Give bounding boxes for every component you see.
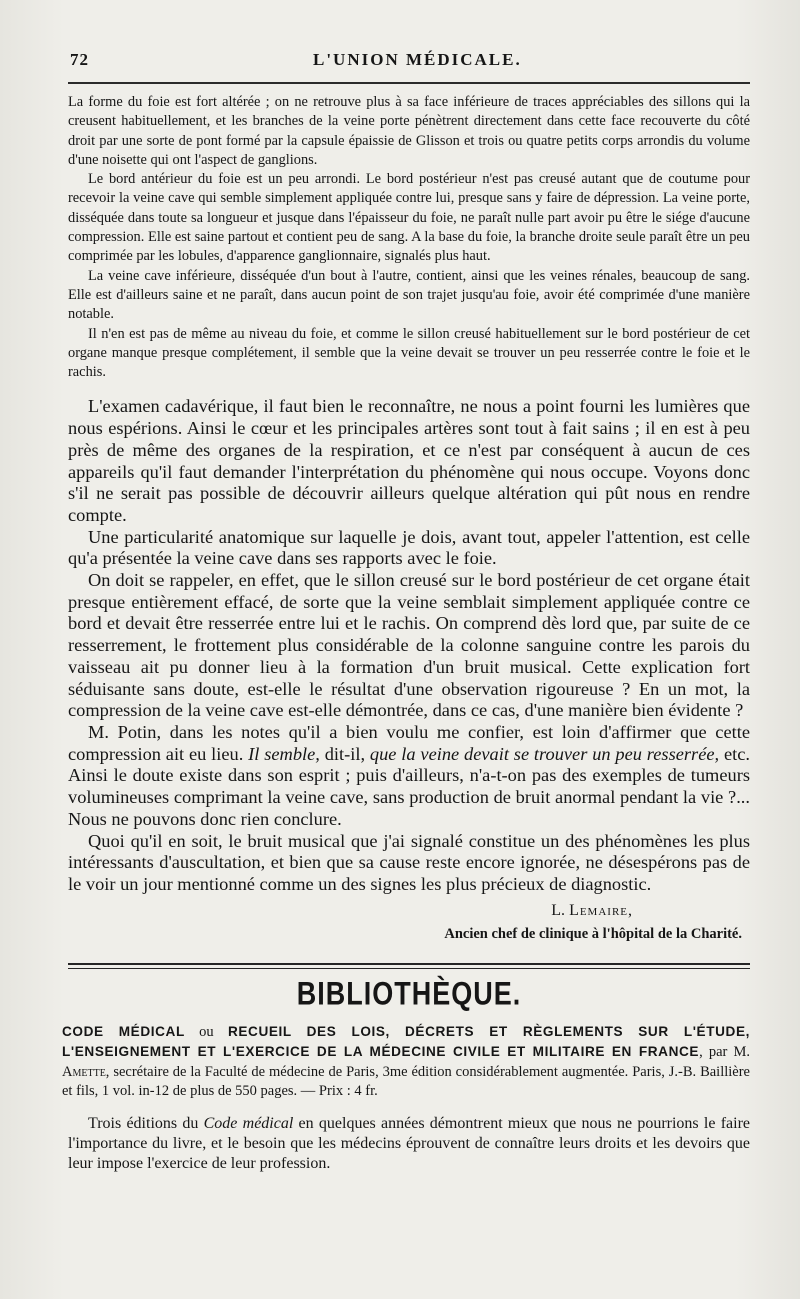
running-head (68, 48, 750, 78)
autopsy-paragraph-compression: Il n'en est pas de même au niveau du foie, et comme le sillon creusé habituellement sur le bord postérieur de cet organe manque presque complétement, il semble que la veine devait se trouver un peu resserrée contre le foie et le rachis. (68, 325, 750, 381)
discussion-paragraph-potin: M. Potin, dans les notes qu'il a bien voulu me confier, est loin d'affirmer que cette compression ait eu lieu. Il semble, dit-il, que la veine devait se trouver un peu resserrée, etc. Ainsi le doute existe dans son esprit ; puis d'ailleurs, n'a-t-on pas des exemples de tumeurs volumineuses comprimant la veine cave, sans production de bruit anormal pendant la vie ?... Nous ne pouvons donc rien conclure. (68, 722, 750, 829)
book-entry: CODE MÉDICAL ou RECUEIL DES LOIS, DÉCRETS ET RÈGLEMENTS SUR L'ÉTUDE, L'ENSEIGNEMENT ET L'EXERCICE DE LA MÉDECINE CIVILE ET MILITAIRE EN FRANCE, par M. Amette, secrétaire de la Faculté de médecine de Paris, 3me édition considérablement augmentée. Paris, J.-B. Baillière et fils, 1 vol. in-12 de plus de 550 pages. — Prix : 4 fr. (62, 1023, 751, 1100)
page-number: 72 (70, 50, 89, 69)
discussion-paragraph-hypothesis: On doit se rappeler, en effet, que le sillon creusé sur le bord postérieur de cet organe était presque entièrement effacé, de sorte que la veine semblait simplement appliquée contre ce bord et devait être resserrée entre lui et le rachis. On comprend dès lord que, par suite de ce resserrement, le frottement plus considérable de la colonne sanguine contre les parois du vaisseau ait pu donner lieu à la formation d'un bruit musical. Cette explication fort séduisante sans doute, est-elle le résultat d'une observation rigoureuse ? En un mot, la compression de la veine cave est-elle démontrée, dans ce cas, d'une manière bien évidente ? (68, 570, 750, 721)
book-title-italic: Code médical (203, 1114, 294, 1132)
autopsy-paragraph-liver-shape: La forme du foie est fort altérée ; on ne retrouve plus à sa face inférieure de traces appréciables des sillons qui la creusent habituellement, et les branches de la veine porte pénètrent directement dans cette face recouverte du côté droit par une sorte de pont formé par la capsule épaissie de Glisson et trois ou quatre petits corps arrondis du volume d'une noisette qui ont l'aspect de ganglions. (68, 94, 750, 168)
autopsy-paragraph-vena-cava: La veine cave inférieure, disséquée d'un bout à l'autre, contient, ainsi que les veines rénales, beaucoup de sang. Elle est d'ailleurs saine et ne paraît, dans aucun point de son trajet jusqu'au foie, avoir été comprimée d'une manière notable. (68, 267, 750, 323)
book-review-paragraph: Trois éditions du Code médical en quelques années démontrent mieux que nous ne pourrions le faire l'importance du livre, et le besoin que les médecins éprouvent de connaître leurs droits et les devoirs que leur impose l'exercice de leur profession. (68, 1114, 751, 1172)
quote-veine-resserree: que la veine devait se trouver un peu resserrée, (369, 743, 720, 764)
discussion-paragraph-anatomy: Une particularité anatomique sur laquelle je dois, avant tout, appeler l'attention, est celle qu'a présentée la veine cave dans ses rapports avec le foie. (68, 526, 750, 569)
quote-il-semble: Il semble, (248, 743, 320, 764)
header-rule (68, 82, 750, 84)
section-heading-bibliotheque: BIBLIOTHÈQUE. (296, 975, 522, 1012)
autopsy-paragraph-liver-border: Le bord antérieur du foie est un peu arrondi. Le bord postérieur n'est pas creusé autant que de coutume pour recevoir la veine cave qui semble simplement appliquée contre lui, presque sans y faire de dépression. La veine porte, disséquée dans toute sa longueur et jusque dans l'épaisseur du foie, ne paraît nulle part avoir pu être le siége d'aucune compression. Elle est saine partout et contient peu de sang. A la base du foie, la branche droite seule paraît être un peu comprimée par les lobules, d'apparence ganglionnaire, signalés plus haut. (68, 171, 750, 265)
author-name: L. Lemaire, (551, 901, 632, 919)
section-divider (68, 963, 750, 969)
discussion-paragraph-conclusion: Quoi qu'il en soit, le bruit musical que j'ai signalé constitue un des phénomènes les plus intéressants d'auscultation, et bien que sa cause reste encore ignorée, ne désespérons pas de le voir un jour mentionné comme un des signes les plus précieux de diagnostic. (68, 830, 750, 894)
journal-title: L'UNION MÉDICALE. (313, 50, 522, 69)
author-signature (68, 902, 750, 943)
author-role: Ancien chef de clinique à l'hôpital de la Charité. (444, 925, 742, 942)
book-author: Amette (62, 1063, 106, 1080)
discussion-paragraph-examination: L'examen cadavérique, il faut bien le reconnaître, ne nous a point fourni les lumières que nous espérions. Ainsi le cœur et les principales artères sont tout à fait sains ; il en est à peu près de même des organes de la respiration, et ce n'est par conséquent à aucun de ces appareils qu'il faut demander l'interprétation du phénomène qui nous occupe. Voyons donc s'il ne serait pas possible de découvrir ailleurs quelque altération qui pût nous en rendre compte. (68, 396, 750, 525)
